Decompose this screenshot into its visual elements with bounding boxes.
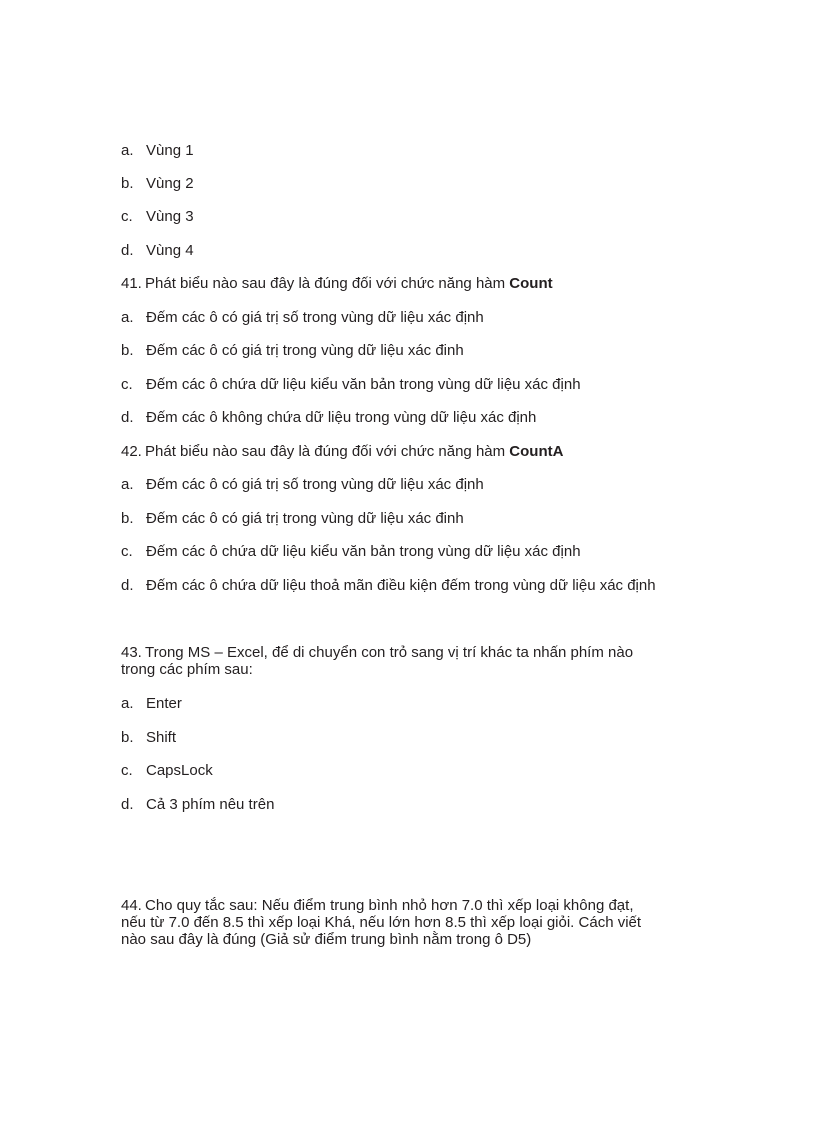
option-letter: d. <box>121 409 134 426</box>
option-letter: b. <box>121 342 134 359</box>
option-text: Cả 3 phím nêu trên <box>146 796 275 813</box>
question-44-line-3: nào sau đây là đúng (Giả sử điểm trung bình nằm trong ô D5) <box>121 931 532 948</box>
option-letter: c. <box>121 376 133 393</box>
option-letter: d. <box>121 796 134 813</box>
option-letter: c. <box>121 762 133 779</box>
option-text: Shift <box>146 729 177 746</box>
option-letter: a. <box>121 142 134 159</box>
option-text: Đếm các ô có giá trị trong vùng dữ liệu xác đinh <box>146 510 464 527</box>
option-letter: c. <box>121 543 133 560</box>
option-text: Vùng 1 <box>146 142 194 159</box>
function-keyword: Count <box>509 275 553 292</box>
option-text: Đếm các ô chứa dữ liệu kiểu văn bản trong vùng dữ liệu xác định <box>146 376 581 393</box>
option-text: Vùng 2 <box>146 175 194 192</box>
option-letter: c. <box>121 208 133 225</box>
question-text: Phát biểu nào sau đây là đúng đối với chức năng hàm CountA <box>145 443 564 460</box>
option-letter: b. <box>121 510 134 527</box>
option-letter: a. <box>121 695 134 712</box>
option-letter: a. <box>121 476 134 493</box>
option-text: Đếm các ô chứa dữ liệu kiểu văn bản trong vùng dữ liệu xác định <box>146 543 581 560</box>
question-text-line-1: Trong MS – Excel, để di chuyển con trỏ sang vị trí khác ta nhấn phím nào <box>145 644 634 661</box>
function-keyword: CountA <box>509 443 564 460</box>
option-text: Đếm các ô chứa dữ liệu thoả mãn điều kiện đếm trong vùng dữ liệu xác định <box>146 577 656 594</box>
question-text-line-1: Cho quy tắc sau: Nếu điểm trung bình nhỏ hơn 7.0 thì xếp loại không đạt, <box>145 897 634 914</box>
question-number: 43. <box>121 644 142 661</box>
option-letter: d. <box>121 577 134 594</box>
option-text: Đếm các ô có giá trị số trong vùng dữ liệu xác định <box>146 476 484 493</box>
question-text: Phát biểu nào sau đây là đúng đối với chức năng hàm Count <box>145 275 553 292</box>
option-letter: d. <box>121 242 134 259</box>
option-text: CapsLock <box>146 762 213 779</box>
option-text: Đếm các ô không chứa dữ liệu trong vùng dữ liệu xác định <box>146 409 537 426</box>
option-text: Vùng 4 <box>146 242 194 259</box>
question-44-line-2: nếu từ 7.0 đến 8.5 thì xếp loại Khá, nếu lớn hơn 8.5 thì xếp loại giỏi. Cách viết <box>121 914 642 931</box>
option-letter: b. <box>121 175 134 192</box>
option-text: Đếm các ô có giá trị trong vùng dữ liệu xác đinh <box>146 342 464 359</box>
option-text: Enter <box>146 695 182 712</box>
question-number: 42. <box>121 443 142 460</box>
option-text: Vùng 3 <box>146 208 194 225</box>
question-number: 41. <box>121 275 142 292</box>
option-text: Đếm các ô có giá trị số trong vùng dữ liệu xác định <box>146 309 484 326</box>
option-letter: b. <box>121 729 134 746</box>
question-number: 44. <box>121 897 142 914</box>
option-letter: a. <box>121 309 134 326</box>
question-43-line-2: trong các phím sau: <box>121 661 253 678</box>
